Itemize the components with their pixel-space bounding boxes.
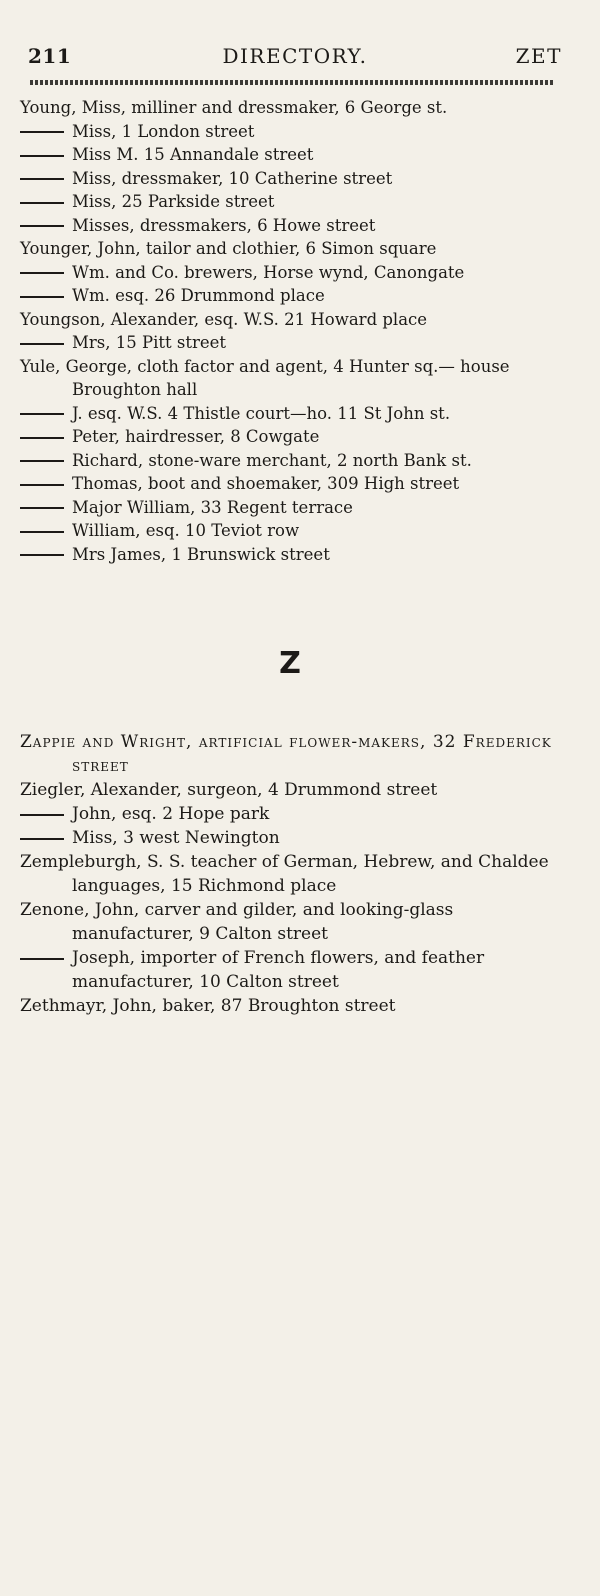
section-z-entries bbox=[20, 730, 576, 1018]
entry-text: Joseph, importer of French flowers, and feather manufacturer, 10 Calton street bbox=[72, 948, 485, 992]
entry-youngson-alexander: Youngson, Alexander, esq. W.S. 21 Howard place bbox=[20, 309, 428, 329]
entry-young-miss-parkside bbox=[20, 190, 576, 214]
entry-young-miss-dressmaker bbox=[20, 167, 576, 191]
ditto-dash bbox=[20, 343, 64, 345]
ditto-dash bbox=[20, 507, 64, 509]
entry-text: Mrs James, 1 Brunswick street bbox=[72, 544, 330, 564]
entry-yule-thomas bbox=[20, 472, 576, 496]
entry-younger-john: Younger, John, tailor and clothier, 6 Simon square bbox=[20, 239, 437, 258]
entry-yule-major-william bbox=[20, 496, 576, 520]
entry-text: Mrs, 15 Pitt street bbox=[72, 333, 227, 352]
ditto-dash bbox=[20, 838, 64, 840]
entry-text: Major William, 33 Regent terrace bbox=[72, 497, 353, 517]
entry-ziegler-alexander: Ziegler, Alexander, surgeon, 4 Drummond street bbox=[20, 780, 438, 800]
ditto-dash bbox=[20, 554, 64, 556]
entry-youngson-mrs bbox=[20, 331, 576, 355]
entry-young-miss-m bbox=[20, 143, 576, 167]
entry-text: John, esq. 2 Hope park bbox=[72, 804, 270, 824]
entry-text: Wm. esq. 26 Drummond place bbox=[72, 286, 325, 305]
entry-young-misses bbox=[20, 214, 576, 238]
entry-yule-peter bbox=[20, 425, 576, 449]
ditto-dash bbox=[20, 296, 64, 298]
entry-text: Wm. and Co. brewers, Horse wynd, Canongate bbox=[72, 262, 465, 282]
entry-young-miss-milliner: Young, Miss, milliner and dressmaker, 6 George st. bbox=[20, 98, 448, 117]
ditto-dash bbox=[20, 413, 64, 415]
entry-ziegler-john bbox=[20, 802, 576, 826]
entry-zenone-joseph bbox=[20, 946, 576, 994]
entry-zempleburgh: Zempleburgh, S. S. teacher of German, Hebrew, and Chaldee languages, 15 Richmond place bbox=[20, 852, 549, 896]
entry-younger-wm bbox=[20, 284, 576, 308]
ditto-dash bbox=[20, 437, 64, 439]
entry-text: Miss, 25 Parkside street bbox=[72, 192, 275, 211]
entry-ziegler-miss bbox=[20, 826, 576, 850]
entry-text: Miss M. 15 Annandale street bbox=[72, 145, 314, 164]
ditto-dash bbox=[20, 178, 64, 180]
ditto-dash bbox=[20, 155, 64, 157]
ditto-dash bbox=[20, 202, 64, 204]
entry-zappie-wright: Zappie and Wright, artificial flower-makers, 32 Frederick street bbox=[20, 732, 552, 776]
entry-text: Peter, hairdresser, 8 Cowgate bbox=[72, 427, 320, 446]
ditto-dash bbox=[20, 958, 64, 960]
entry-yule-william bbox=[20, 519, 576, 543]
entry-text: Thomas, boot and shoemaker, 309 High street bbox=[72, 474, 460, 493]
entry-younger-wm-co bbox=[20, 261, 576, 285]
entry-text: Misses, dressmakers, 6 Howe street bbox=[72, 215, 376, 235]
page-header bbox=[28, 40, 562, 74]
entry-yule-mrs-james bbox=[20, 543, 576, 567]
entry-yule-richard bbox=[20, 449, 576, 473]
entry-zethmayr-john: Zethmayr, John, baker, 87 Broughton street bbox=[20, 996, 396, 1016]
entry-text: William, esq. 10 Teviot row bbox=[72, 521, 300, 540]
entry-yule-george: Yule, George, cloth factor and agent, 4 Hunter sq.— house Broughton hall bbox=[20, 356, 510, 399]
entry-text: Miss, 3 west Newington bbox=[72, 828, 280, 848]
letter-heading-z: Z bbox=[279, 646, 301, 681]
ditto-dash bbox=[20, 131, 64, 133]
ditto-dash bbox=[20, 272, 64, 274]
ditto-dash bbox=[20, 225, 64, 227]
section-y-entries bbox=[20, 96, 576, 566]
ditto-dash bbox=[20, 460, 64, 462]
ditto-dash bbox=[20, 531, 64, 533]
entry-text: Richard, stone-ware merchant, 2 north Bank st. bbox=[72, 450, 472, 470]
page-title: DIRECTORY. bbox=[222, 44, 368, 68]
entry-text: Miss, 1 London street bbox=[72, 121, 255, 141]
entry-zenone-john: Zenone, John, carver and gilder, and looking-glass manufacturer, 9 Calton street bbox=[20, 900, 454, 944]
ditto-dash bbox=[20, 814, 64, 816]
entry-young-miss-london bbox=[20, 120, 576, 144]
ditto-dash bbox=[20, 484, 64, 486]
entry-yule-j bbox=[20, 402, 576, 426]
entry-text: Miss, dressmaker, 10 Catherine street bbox=[72, 168, 393, 188]
running-head: ZET bbox=[515, 44, 562, 68]
page-number: 211 bbox=[28, 44, 72, 68]
header-rule bbox=[30, 80, 554, 85]
entry-text: J. esq. W.S. 4 Thistle court—ho. 11 St John st. bbox=[72, 403, 451, 423]
